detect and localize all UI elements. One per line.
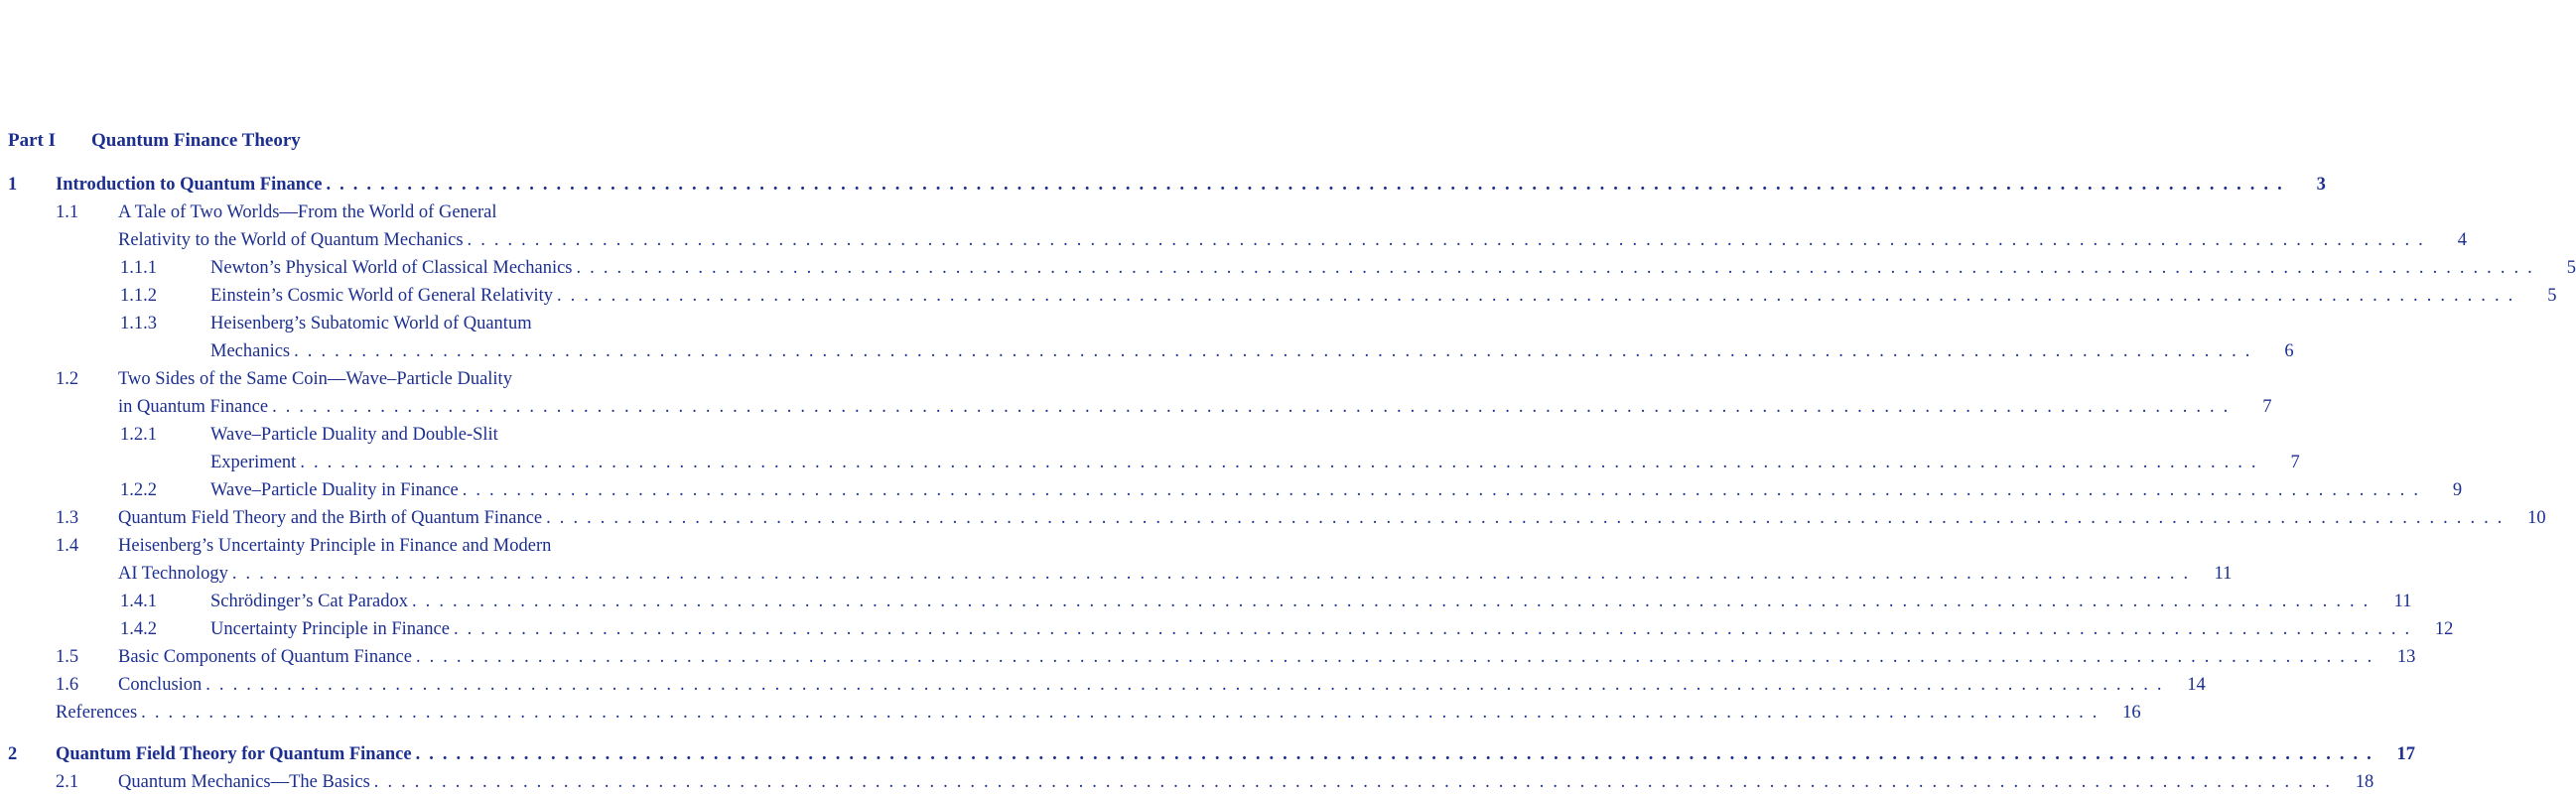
dot-leader: [450, 615, 2411, 643]
page-number: 4: [2457, 230, 2467, 250]
page-number: 6: [2284, 341, 2294, 361]
dot-leader: [228, 560, 2190, 588]
entry-title: Quantum Field Theory for Quantum Finance: [56, 744, 412, 764]
dot-leader: [290, 337, 2251, 365]
toc-entry-1-1-2[interactable]: [120, 282, 2557, 310]
dot-leader: [553, 282, 2514, 310]
entry-title: Relativity to the World of Quantum Mechanics: [118, 230, 464, 250]
page-number: 14: [2187, 675, 2206, 695]
entry-title: Wave–Particle Duality in Finance: [210, 480, 459, 500]
page-number: 7: [2262, 397, 2272, 417]
entry-title-line1: Heisenberg’s Uncertainty Principle in Finance and Modern: [118, 536, 552, 556]
dot-leader: [268, 393, 2230, 421]
toc-entry-1-2[interactable]: [118, 393, 2272, 421]
dot-leader: [459, 476, 2420, 504]
entry-number: 1.2.2: [120, 480, 157, 500]
entry-title: Einstein’s Cosmic World of General Relativity: [210, 286, 553, 306]
toc-entry-1-4-1[interactable]: [120, 588, 2412, 615]
dot-leader: [137, 699, 2099, 727]
page-number: 7: [2290, 453, 2300, 472]
dot-leader: [408, 588, 2370, 615]
dot-leader: [464, 226, 2425, 254]
page-number: 13: [2396, 647, 2416, 667]
entry-title: Mechanics: [210, 341, 291, 361]
entry-number: 2.1: [56, 772, 79, 792]
entry-title: Uncertainty Principle in Finance: [210, 619, 450, 639]
entry-number: 1.1: [56, 202, 79, 222]
entry-number: 1.2.1: [120, 425, 157, 445]
entry-title: Experiment: [210, 453, 297, 472]
entry-title: AI Technology: [118, 564, 228, 584]
entry-number: 1.1.1: [120, 258, 157, 278]
dot-leader: [412, 643, 2373, 671]
entry-title: Quantum Mechanics—The Basics: [118, 772, 370, 792]
page-number: 12: [2434, 619, 2454, 639]
dot-leader: [412, 740, 2373, 768]
entry-title-line1: Two Sides of the Same Coin—Wave–Particle Duality: [118, 369, 512, 389]
toc-entry-1-2-1[interactable]: [210, 449, 2300, 476]
toc-entry-1-5[interactable]: [56, 643, 2416, 671]
toc-entry-references[interactable]: [56, 699, 2141, 727]
toc-entry-1-1-1[interactable]: [120, 254, 2576, 282]
entry-title: Quantum Field Theory and the Birth of Quantum Finance: [118, 508, 543, 528]
entry-title-line1: Wave–Particle Duality and Double-Slit: [210, 425, 498, 445]
entry-number: 1.6: [56, 675, 79, 695]
part-heading: [8, 130, 301, 152]
entry-title: in Quantum Finance: [118, 397, 269, 417]
part-title: Quantum Finance Theory: [91, 130, 301, 151]
entry-title-line1: A Tale of Two Worlds—From the World of General: [118, 202, 497, 222]
page-number: 5: [2566, 258, 2576, 278]
toc-entry-1-1[interactable]: [118, 226, 2467, 254]
toc-entry-chapter-1[interactable]: [8, 171, 2326, 199]
entry-number: 2: [8, 744, 18, 764]
toc-entry-1-4[interactable]: [118, 560, 2233, 588]
dot-leader: [573, 254, 2534, 282]
toc-entry-2-1[interactable]: [56, 768, 2374, 796]
entry-number: 1.4: [56, 536, 79, 556]
entry-number: 1.1.2: [120, 286, 157, 306]
entry-number: 1.1.3: [120, 314, 157, 333]
toc-entry-1-6[interactable]: [56, 671, 2206, 699]
entry-title: Introduction to Quantum Finance: [56, 175, 323, 195]
entry-title: Schrödinger’s Cat Paradox: [210, 592, 409, 611]
entry-number: 1.3: [56, 508, 79, 528]
dot-leader: [296, 449, 2257, 476]
entry-number: 1.5: [56, 647, 79, 667]
toc-entry-1-1-3[interactable]: [210, 337, 2294, 365]
page-number: 17: [2396, 744, 2415, 764]
dot-leader: [322, 171, 2283, 199]
toc-entry-1-3[interactable]: [56, 504, 2546, 532]
dot-leader: [370, 768, 2332, 796]
entry-title-line1: Heisenberg’s Subatomic World of Quantum: [210, 314, 532, 333]
toc-entry-1-2-2[interactable]: [120, 476, 2463, 504]
page-number: 5: [2547, 286, 2557, 306]
toc-entry-chapter-2[interactable]: [8, 740, 2415, 768]
entry-title: Newton’s Physical World of Classical Mechanics: [210, 258, 573, 278]
entry-title: Conclusion: [118, 675, 203, 695]
page-number: 18: [2355, 772, 2374, 792]
dot-leader: [202, 671, 2163, 699]
toc-entry-1-4-2[interactable]: [120, 615, 2454, 643]
page-number: 10: [2527, 508, 2546, 528]
page-number: 16: [2122, 703, 2141, 723]
entry-number: 1.4.2: [120, 619, 157, 639]
entry-number: 1: [8, 175, 18, 195]
page-number: 3: [2316, 175, 2326, 195]
entry-number: 1.2: [56, 369, 79, 389]
entry-number: 1.4.1: [120, 592, 157, 611]
dot-leader: [542, 504, 2504, 532]
page-number: 11: [2214, 564, 2233, 584]
page-number: 9: [2452, 480, 2463, 500]
part-number: Part I: [8, 130, 57, 151]
page-number: 11: [2393, 592, 2412, 611]
entry-title: Basic Components of Quantum Finance: [118, 647, 412, 667]
entry-title: References: [56, 703, 138, 723]
